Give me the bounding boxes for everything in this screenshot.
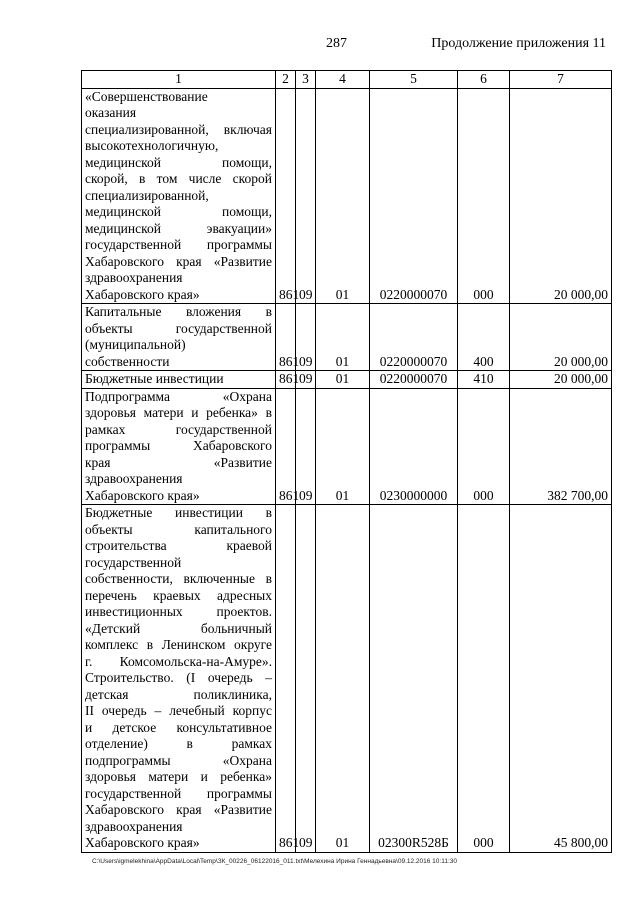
row-ministry-code: 861 [276, 505, 296, 853]
column-number-7: 7 [510, 71, 612, 89]
row-name-line: Хабаровского края «Развитие [85, 253, 272, 269]
row-expense-type: 410 [458, 371, 510, 389]
table-row [82, 304, 612, 371]
row-name [82, 371, 276, 389]
row-name-line: медицинской помощи, [85, 154, 272, 170]
row-name-line: Хабаровского края» [85, 487, 200, 503]
row-expense-type: 000 [458, 88, 510, 304]
row-name-line: инвестиционных проектов. [85, 604, 272, 619]
table-body [82, 71, 612, 853]
column-number-3: 3 [296, 71, 316, 89]
row-name-line: государственной [85, 554, 182, 570]
row-name-line: здравоохранения [85, 818, 183, 834]
row-section: 09 [296, 304, 316, 371]
row-section: 09 [296, 88, 316, 304]
row-name [82, 388, 276, 505]
row-name [82, 304, 276, 371]
row-subsection: 01 [316, 505, 370, 853]
row-name-line: Бюджетные инвестиции в [85, 505, 272, 520]
column-number-4: 4 [316, 71, 370, 89]
column-number-6: 6 [458, 71, 510, 89]
row-name-line: Строительство. (I очередь – [85, 670, 272, 685]
row-name-line: здоровья матери и ребенка» [85, 769, 272, 784]
row-amount: 20 000,00 [510, 304, 612, 371]
row-name-line: здравоохранения [85, 471, 183, 486]
row-name-line: высокотехнологичную, [85, 138, 219, 153]
row-name-line: «Совершенствование [85, 88, 208, 104]
column-number-1: 1 [82, 71, 276, 89]
row-name-line: здравоохранения [85, 270, 183, 285]
row-name-line: здоровья матери и ребенка» в [85, 405, 272, 420]
row-name-line: отделение) в рамках [85, 736, 272, 751]
row-amount: 20 000,00 [510, 88, 612, 304]
row-section: 09 [296, 371, 316, 389]
row-name [82, 505, 276, 853]
row-target-article: 0230000000 [370, 388, 458, 505]
row-name-line: медицинской помощи, [85, 204, 272, 219]
table-row [82, 88, 612, 304]
row-section: 09 [296, 505, 316, 853]
row-name-line: специализированной, включая [85, 121, 272, 137]
row-name-line: Хабаровского края» [85, 835, 200, 850]
row-subsection: 01 [316, 304, 370, 371]
row-name-line: скорой, в том числе скорой [85, 171, 272, 186]
row-name-line: медицинской эвакуации» [85, 220, 272, 236]
row-name-line: Подпрограмма «Охрана [85, 388, 272, 404]
row-name-line: оказания [85, 105, 137, 120]
row-name-line: детская поликлиника, [85, 686, 272, 702]
row-name-line: г. Комсомольска-на-Амуре». [85, 653, 272, 669]
row-name-line: подпрограммы «Охрана [85, 752, 272, 768]
row-name-line: «Детский больничный [85, 620, 272, 636]
row-expense-type: 400 [458, 304, 510, 371]
row-name-line: Хабаровского края «Развитие [85, 802, 272, 817]
page-number: 287 [326, 36, 347, 51]
row-amount: 45 800,00 [510, 505, 612, 853]
row-name-line: программы Хабаровского [85, 438, 272, 453]
budget-table [81, 70, 612, 853]
row-ministry-code: 861 [276, 371, 296, 389]
row-name-line: собственности, включенные в [85, 571, 272, 586]
row-name-line: государственной программы [85, 785, 272, 801]
column-number-5: 5 [370, 71, 458, 89]
row-name-line: Капитальные вложения в [85, 304, 272, 319]
footer-file-path: C:\Users\igmelekhina\AppData\Local\Temp\ЗК_00226_06122016_011.txt\Мелехина Ирина Геннадьевна\09.12.2016 10:11:30 [92, 858, 457, 865]
row-target-article: 0220000070 [370, 304, 458, 371]
row-name-line: и детское консультативное [85, 719, 272, 735]
row-subsection: 01 [316, 371, 370, 389]
row-target-article: 0220000070 [370, 88, 458, 304]
row-name-line: (муниципальной) [85, 337, 186, 352]
row-name-line: собственности [85, 353, 170, 369]
row-ministry-code: 861 [276, 388, 296, 505]
row-name-line: специализированной, [85, 187, 209, 203]
row-section: 09 [296, 388, 316, 505]
row-subsection: 01 [316, 88, 370, 304]
row-expense-type: 000 [458, 505, 510, 853]
row-expense-type: 000 [458, 388, 510, 505]
table-row [82, 371, 612, 389]
row-name-line: перечень краевых адресных [85, 587, 272, 603]
row-subsection: 01 [316, 388, 370, 505]
table-row [82, 388, 612, 505]
row-target-article: 02300R528Б [370, 505, 458, 853]
row-amount: 382 700,00 [510, 388, 612, 505]
row-name-line: края «Развитие [85, 454, 272, 470]
column-number-row [82, 71, 612, 89]
row-name-line: рамках государственной [85, 421, 272, 437]
row-ministry-code: 861 [276, 88, 296, 304]
row-name-line: II очередь – лечебный корпус [85, 703, 272, 718]
row-ministry-code: 861 [276, 304, 296, 371]
row-name-line: объекты государственной [85, 320, 272, 336]
row-name-line: Бюджетные инвестиции [85, 371, 224, 386]
row-name-line: объекты капитального [85, 521, 272, 537]
appendix-continuation-label: Продолжение приложения 11 [431, 36, 606, 51]
row-name-line: строительства краевой [85, 538, 272, 553]
table-row [82, 505, 612, 853]
row-name-line: государственной программы [85, 237, 272, 252]
row-amount: 20 000,00 [510, 371, 612, 389]
column-number-2: 2 [276, 71, 296, 89]
row-name-line: Хабаровского края» [85, 286, 200, 302]
row-target-article: 0220000070 [370, 371, 458, 389]
row-name-line: комплекс в Ленинском округе [85, 637, 272, 652]
row-name [82, 88, 276, 304]
